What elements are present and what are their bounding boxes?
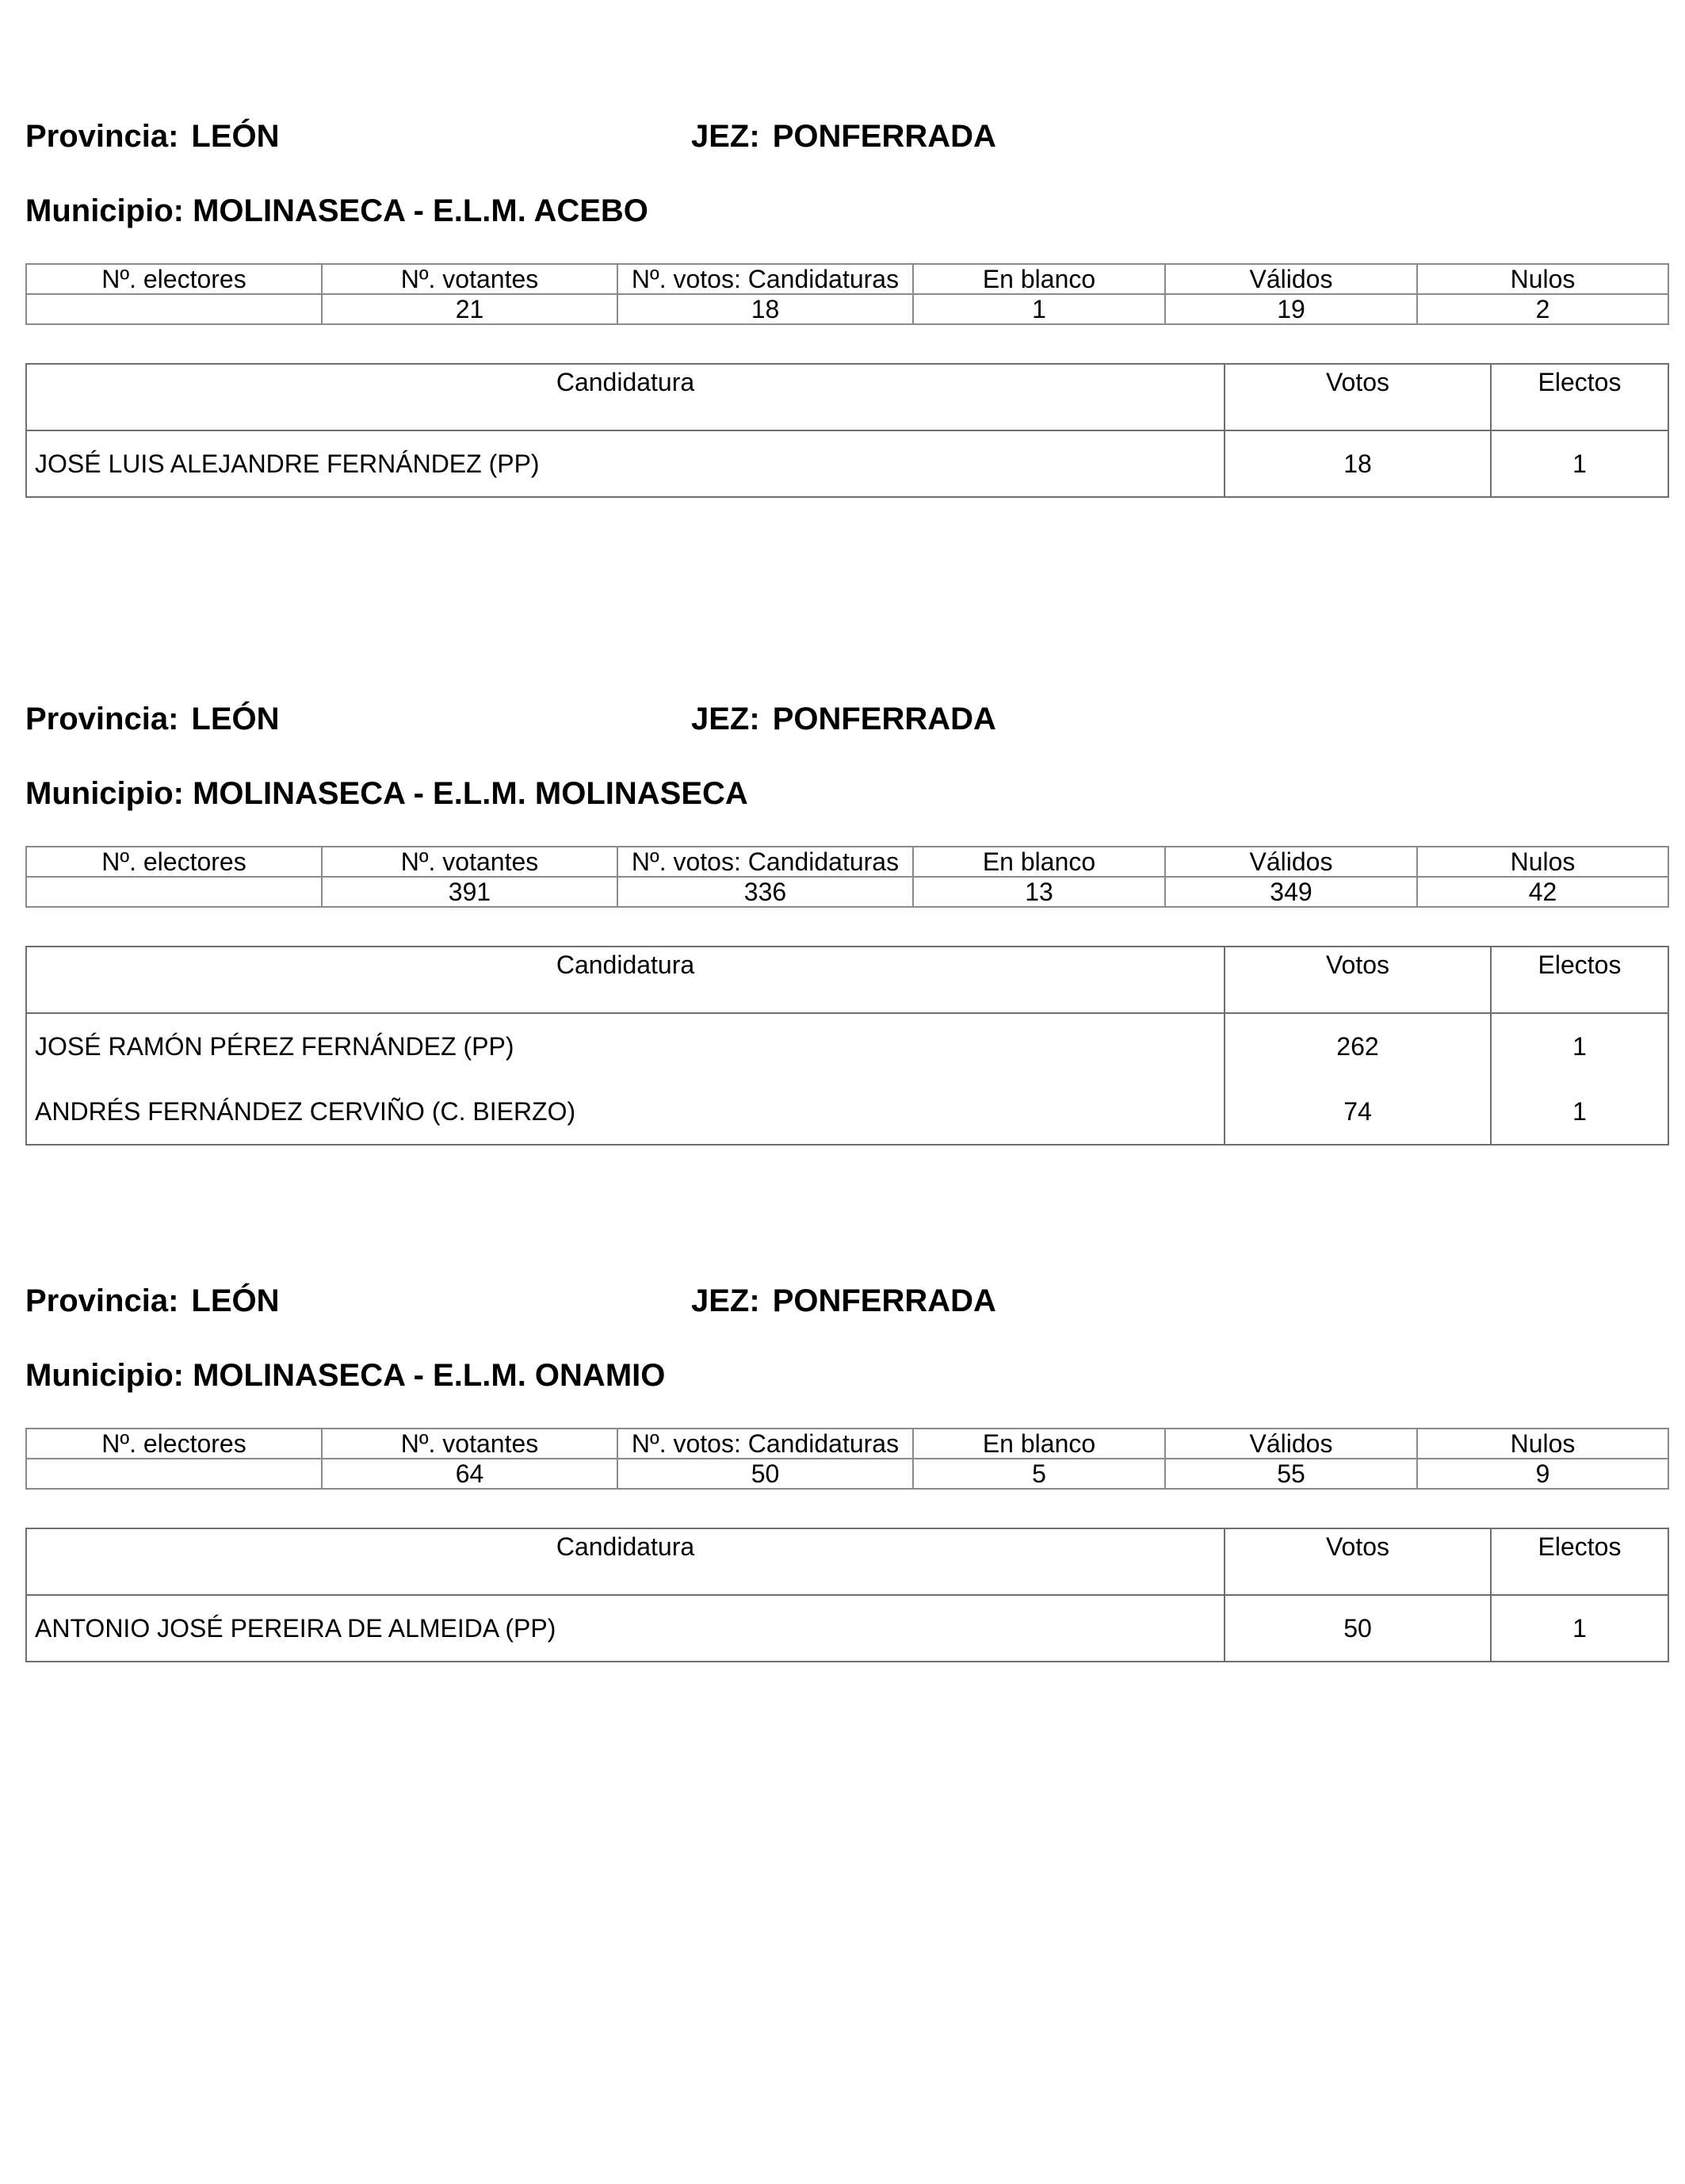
summary-value-row <box>26 1459 1668 1489</box>
summary-header-row <box>26 1429 1668 1459</box>
summary-table <box>25 1428 1669 1490</box>
summary-value-cell <box>26 294 322 324</box>
candidate-name: ANDRÉS FERNÁNDEZ CERVIÑO (C. BIERZO) <box>26 1079 1225 1145</box>
votos-header: Votos <box>1225 1528 1491 1595</box>
candidate-row <box>26 1595 1668 1662</box>
candidatura-header: Candidatura <box>26 947 1225 1013</box>
candidate-row <box>26 430 1668 497</box>
summary-header-row <box>26 264 1668 294</box>
candidate-votos: 18 <box>1225 430 1491 497</box>
summary-value-cell: 2 <box>1417 294 1668 324</box>
jez-value: PONFERRADA <box>772 1283 996 1318</box>
candidate-votos: 74 <box>1225 1079 1491 1145</box>
summary-header-cell: Nº. votos: Candidaturas <box>617 264 913 294</box>
summary-header-row <box>26 847 1668 877</box>
provincia-line <box>25 114 280 159</box>
candidate-name: JOSÉ LUIS ALEJANDRE FERNÁNDEZ (PP) <box>26 430 1225 497</box>
summary-header-cell: En blanco <box>913 847 1165 877</box>
summary-header-cell: Nº. electores <box>26 847 322 877</box>
candidates-header-row <box>26 1528 1668 1595</box>
summary-value-row <box>26 294 1668 324</box>
electos-header: Electos <box>1491 364 1668 430</box>
municipio-line <box>25 771 748 816</box>
summary-header-cell: En blanco <box>913 264 1165 294</box>
candidates-header-row <box>26 364 1668 430</box>
provincia-value: LEÓN <box>191 702 280 736</box>
jez-value: PONFERRADA <box>772 702 996 736</box>
summary-header-cell: Nulos <box>1417 847 1668 877</box>
summary-value-cell <box>26 1459 322 1489</box>
candidate-electos: 1 <box>1491 1079 1668 1145</box>
municipio-line <box>25 189 648 233</box>
municipio-value: MOLINASECA - E.L.M. ACEBO <box>193 193 648 228</box>
summary-value-row <box>26 877 1668 907</box>
municipio-label: Municipio: <box>25 193 184 228</box>
municipio-label: Municipio: <box>25 776 184 811</box>
provincia-label: Provincia: <box>25 119 179 154</box>
provincia-label: Provincia: <box>25 702 179 736</box>
candidate-electos: 1 <box>1491 1013 1668 1079</box>
summary-header-cell: Nº. votantes <box>322 847 617 877</box>
summary-header-cell: Nulos <box>1417 1429 1668 1459</box>
summary-value-cell: 391 <box>322 877 617 907</box>
candidate-votos: 50 <box>1225 1595 1491 1662</box>
jez-label: JEZ: <box>691 702 760 736</box>
municipio-line <box>25 1353 665 1398</box>
candidate-name: ANTONIO JOSÉ PEREIRA DE ALMEIDA (PP) <box>26 1595 1225 1662</box>
summary-value-cell: 55 <box>1165 1459 1417 1489</box>
summary-value-cell: 19 <box>1165 294 1417 324</box>
candidates-table <box>25 363 1669 498</box>
jez-label: JEZ: <box>691 1283 760 1318</box>
candidates-table <box>25 946 1669 1146</box>
candidates-table <box>25 1528 1669 1662</box>
electos-header: Electos <box>1491 1528 1668 1595</box>
summary-header-cell: Nulos <box>1417 264 1668 294</box>
candidate-name: JOSÉ RAMÓN PÉREZ FERNÁNDEZ (PP) <box>26 1013 1225 1079</box>
summary-value-cell: 336 <box>617 877 913 907</box>
electos-header: Electos <box>1491 947 1668 1013</box>
summary-value-cell: 13 <box>913 877 1165 907</box>
summary-value-cell: 21 <box>322 294 617 324</box>
candidates-header-row <box>26 947 1668 1013</box>
jez-line <box>691 114 996 159</box>
provincia-line <box>25 1279 280 1323</box>
municipio-value: MOLINASECA - E.L.M. MOLINASECA <box>193 776 748 811</box>
summary-table <box>25 846 1669 908</box>
summary-value-cell: 349 <box>1165 877 1417 907</box>
summary-header-cell: Nº. electores <box>26 264 322 294</box>
jez-line <box>691 1279 996 1323</box>
summary-header-cell: Válidos <box>1165 847 1417 877</box>
jez-line <box>691 697 996 741</box>
candidate-electos: 1 <box>1491 430 1668 497</box>
votos-header: Votos <box>1225 947 1491 1013</box>
provincia-line <box>25 697 280 741</box>
municipio-value: MOLINASECA - E.L.M. ONAMIO <box>193 1358 666 1393</box>
summary-header-cell: Nº. votantes <box>322 1429 617 1459</box>
candidate-electos: 1 <box>1491 1595 1668 1662</box>
provincia-label: Provincia: <box>25 1283 179 1318</box>
summary-header-cell: Nº. votos: Candidaturas <box>617 1429 913 1459</box>
summary-value-cell: 42 <box>1417 877 1668 907</box>
summary-header-cell: Nº. votos: Candidaturas <box>617 847 913 877</box>
summary-header-cell: Válidos <box>1165 1429 1417 1459</box>
summary-header-cell: Válidos <box>1165 264 1417 294</box>
candidate-row <box>26 1013 1668 1079</box>
summary-value-cell: 1 <box>913 294 1165 324</box>
candidatura-header: Candidatura <box>26 1528 1225 1595</box>
summary-value-cell: 5 <box>913 1459 1165 1489</box>
summary-value-cell: 50 <box>617 1459 913 1489</box>
summary-value-cell <box>26 877 322 907</box>
summary-table <box>25 263 1669 325</box>
summary-value-cell: 64 <box>322 1459 617 1489</box>
summary-header-cell: Nº. electores <box>26 1429 322 1459</box>
provincia-value: LEÓN <box>191 119 280 154</box>
jez-value: PONFERRADA <box>772 119 996 154</box>
summary-header-cell: En blanco <box>913 1429 1165 1459</box>
votos-header: Votos <box>1225 364 1491 430</box>
summary-value-cell: 18 <box>617 294 913 324</box>
candidatura-header: Candidatura <box>26 364 1225 430</box>
provincia-value: LEÓN <box>191 1283 280 1318</box>
summary-header-cell: Nº. votantes <box>322 264 617 294</box>
candidate-votos: 262 <box>1225 1013 1491 1079</box>
jez-label: JEZ: <box>691 119 760 154</box>
summary-value-cell: 9 <box>1417 1459 1668 1489</box>
municipio-label: Municipio: <box>25 1358 184 1393</box>
candidate-row <box>26 1079 1668 1145</box>
